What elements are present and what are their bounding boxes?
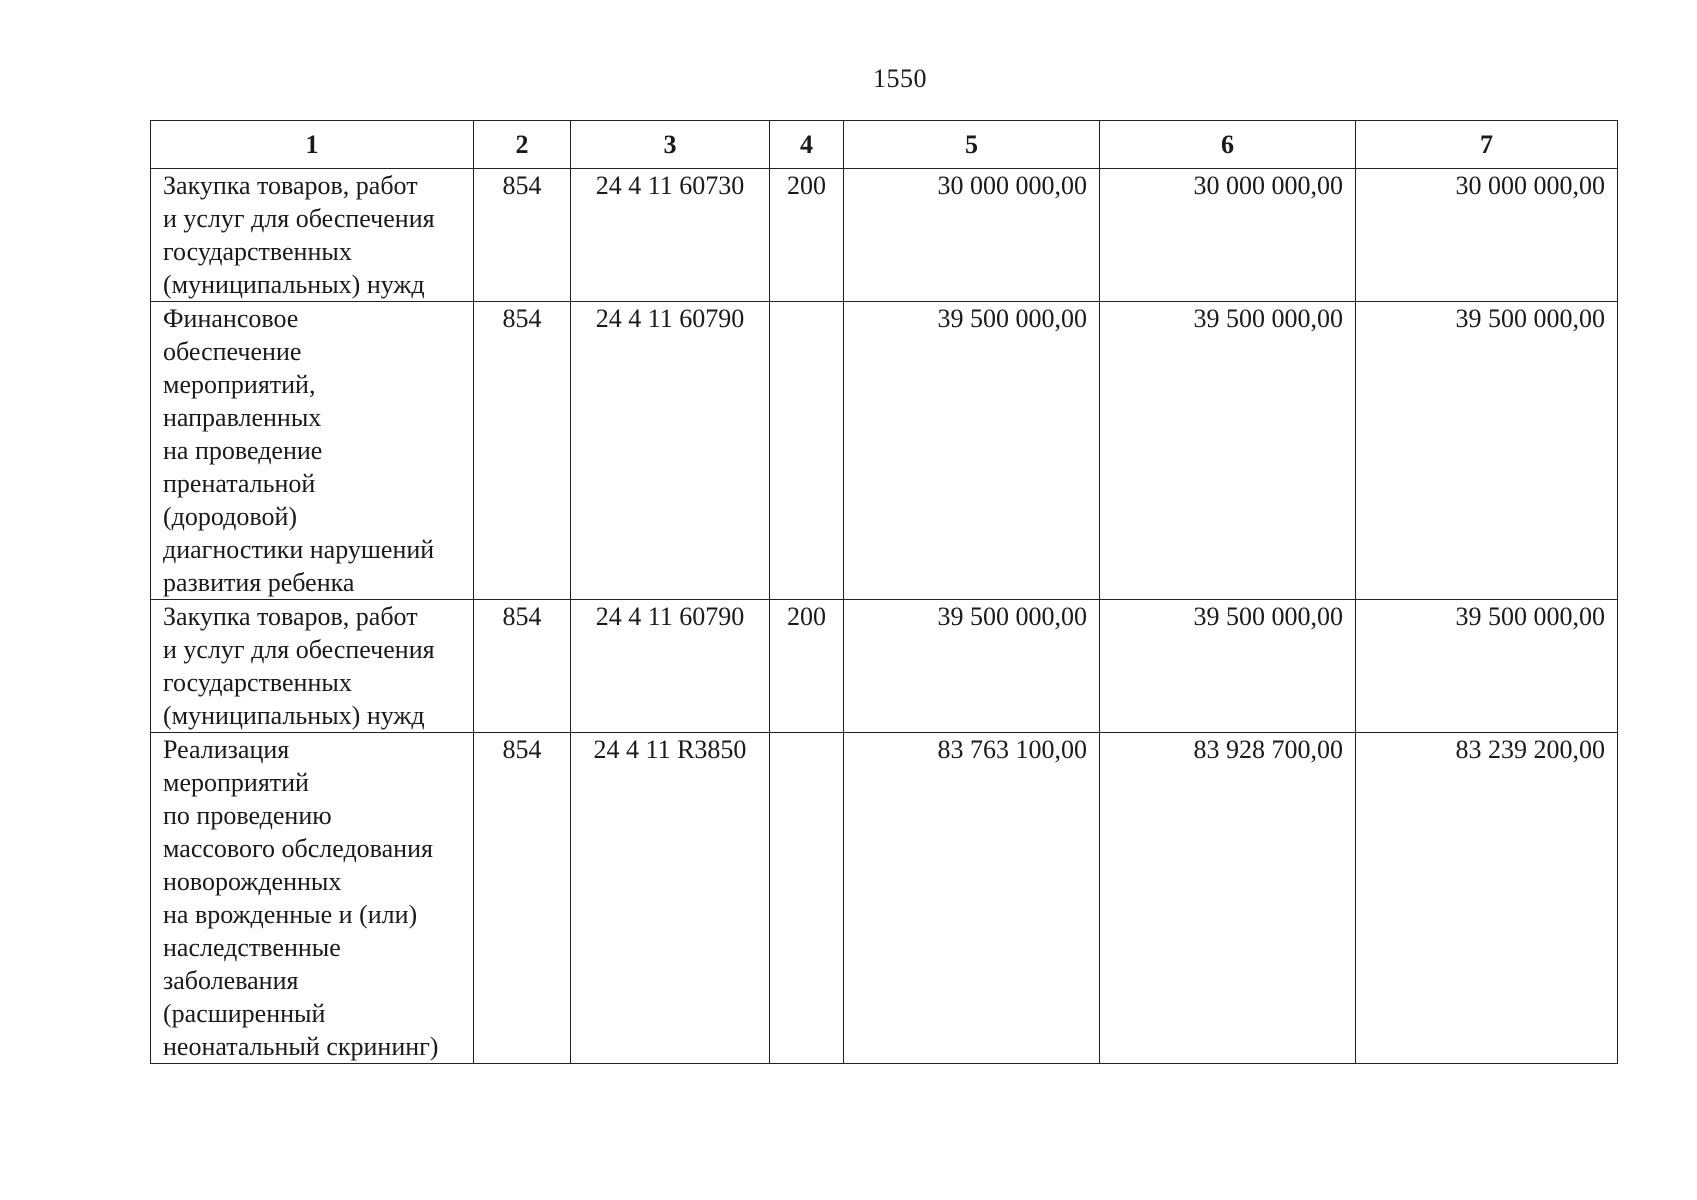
row-kind [770,733,844,1064]
budget-table [150,120,1618,1064]
row-article: 24 4 11 R3850 [571,733,770,1064]
table-header-row [151,121,1618,169]
table-row [151,169,1618,302]
row-amount-2: 83 928 700,00 [1100,733,1356,1064]
row-amount-2: 39 500 000,00 [1100,302,1356,600]
row-amount-2: 30 000 000,00 [1100,169,1356,302]
row-kind: 200 [770,169,844,302]
column-header-5: 5 [844,121,1100,169]
column-header-4: 4 [770,121,844,169]
row-code: 854 [474,302,571,600]
row-amount-3: 30 000 000,00 [1356,169,1618,302]
table-row [151,600,1618,733]
column-header-3: 3 [571,121,770,169]
row-amount-1: 39 500 000,00 [844,600,1100,733]
column-header-7: 7 [1356,121,1618,169]
row-kind [770,302,844,600]
row-name: Финансовое обеспечение мероприятий, направленных на проведение пренатальной (дородовой) диагностики нарушений развития ребенка [151,302,474,600]
column-header-1: 1 [151,121,474,169]
row-code: 854 [474,600,571,733]
column-header-2: 2 [474,121,571,169]
row-article: 24 4 11 60790 [571,302,770,600]
row-name: Реализация мероприятий по проведению массового обследования новорожденных на врожденные и (или) наследственные заболевания (расширенный неонатальный скрининг) [151,733,474,1064]
row-kind: 200 [770,600,844,733]
table-row [151,302,1618,600]
row-amount-1: 39 500 000,00 [844,302,1100,600]
row-amount-2: 39 500 000,00 [1100,600,1356,733]
column-header-6: 6 [1100,121,1356,169]
row-code: 854 [474,169,571,302]
row-code: 854 [474,733,571,1064]
row-amount-3: 39 500 000,00 [1356,302,1618,600]
table-row [151,733,1618,1064]
row-name: Закупка товаров, работ и услуг для обеспечения государственных (муниципальных) нужд [151,169,474,302]
page-number: 1550 [873,64,927,93]
row-article: 24 4 11 60730 [571,169,770,302]
row-amount-1: 83 763 100,00 [844,733,1100,1064]
row-amount-3: 39 500 000,00 [1356,600,1618,733]
row-amount-3: 83 239 200,00 [1356,733,1618,1064]
row-article: 24 4 11 60790 [571,600,770,733]
row-amount-1: 30 000 000,00 [844,169,1100,302]
row-name: Закупка товаров, работ и услуг для обеспечения государственных (муниципальных) нужд [151,600,474,733]
